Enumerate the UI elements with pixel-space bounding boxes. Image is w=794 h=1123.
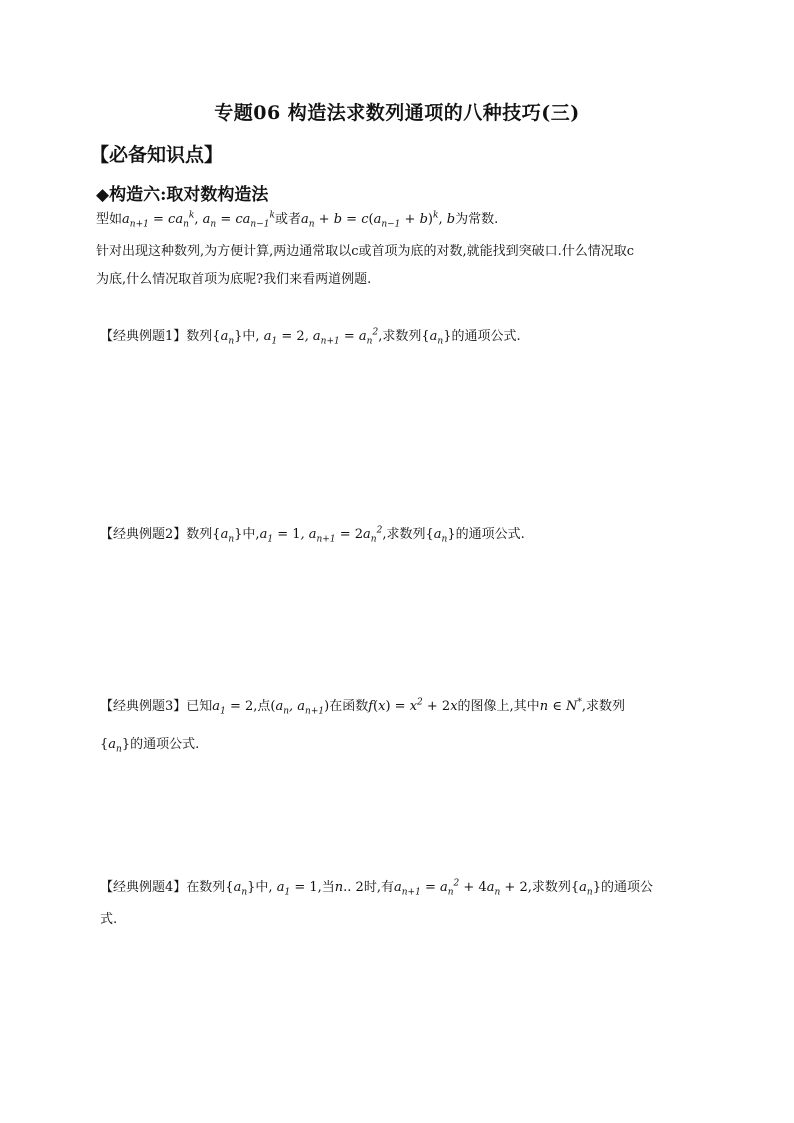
example-1-seq: $\{a_n\}$ <box>212 329 243 347</box>
example-4-condition: n.. 2 <box>334 880 364 895</box>
formula-3: $a_n + b = c(a_{n-1} + b)^k$ <box>300 210 439 230</box>
example-4-line-2 <box>100 908 117 927</box>
intro-line-3: 为底,什么情况取首项为底呢?我们来看两道例题. <box>96 272 372 287</box>
example-1-label: 【经典例题1】 <box>100 329 187 344</box>
example-3-text: ,求数列 <box>581 699 625 714</box>
example-4-text: ,当 <box>317 880 335 895</box>
example-2-formula: $a_1 = 1$, $a_{n+1} = 2a_n^2$ <box>259 525 383 545</box>
example-1-text: 数列 <box>186 329 213 344</box>
example-4-text: ,求数列 <box>527 880 571 895</box>
page-title: 专题06 构造法求数列通项的八种技巧(三) <box>214 102 580 124</box>
example-3-text: 的图像上,其中 <box>457 699 540 714</box>
example-3 <box>100 695 625 717</box>
section-heading: 【必备知识点】 <box>90 144 224 166</box>
formula-1: $a_{n+1} = ca_n^k$ <box>122 210 195 230</box>
intro-or: 或者 <box>274 212 301 227</box>
example-3-text: 已知 <box>186 699 213 714</box>
example-3-text: 的通项公式. <box>130 737 200 752</box>
example-3-text: 在函数 <box>329 699 369 714</box>
example-2-label: 【经典例题2】 <box>100 527 187 542</box>
example-2 <box>100 523 525 545</box>
formula-2: $a_n = ca_{n-1}^k$ <box>202 210 275 230</box>
subsection-heading: ◆构造六:取对数构造法 <box>96 185 269 205</box>
example-2-text: 数列 <box>186 527 213 542</box>
example-4-seq: $\{a_n\}$ <box>570 880 601 898</box>
example-2-seq: $\{a_n\}$ <box>212 527 243 545</box>
example-1-text: 的通项公式. <box>451 329 521 344</box>
example-1-formula: $a_1 = 2$, $a_{n+1} = a_n^2$ <box>263 327 379 347</box>
intro-line-1: 型如$a_{n+1} = ca_n^k$, $a_n = ca_{n-1}^k$或者$a_n + b = c(a_{n-1} + b)^k$, b为常数. <box>96 210 499 230</box>
example-3-text: ,点 <box>253 699 271 714</box>
formula-4: b <box>446 212 456 227</box>
example-2-seq: $\{a_n\}$ <box>425 527 456 545</box>
intro-suffix: 为常数. <box>455 212 499 227</box>
example-3-function: $f(x) = x^2 + 2x$ <box>368 697 458 714</box>
example-3-label: 【经典例题3】 <box>100 699 187 714</box>
example-4 <box>100 876 653 898</box>
example-4-initial: $a_1 = 1$ <box>276 880 318 898</box>
example-3-formula: $a_1 = 2$ <box>212 699 254 717</box>
example-4-text: 时,有 <box>363 880 394 895</box>
example-4-text: 的通项公 <box>600 880 653 895</box>
example-4-label: 【经典例题4】 <box>100 880 187 895</box>
example-1-text: ,求数列 <box>378 329 422 344</box>
example-3-line-2 <box>100 733 199 755</box>
example-2-text: 的通项公式. <box>455 527 525 542</box>
example-4-formula: $a_{n+1} = a_n^2 + 4a_n + 2$ <box>393 878 528 898</box>
intro-line-2: 针对出现这种数列,为方便计算,两边通常取以c或首项为底的对数,就能找到突破口.什么情况取c <box>96 244 635 259</box>
example-4-text: 在数列 <box>186 880 226 895</box>
example-3-seq: $\{a_n\}$ <box>100 737 131 755</box>
example-4-text: 式. <box>100 912 118 927</box>
intro-prefix: 型如 <box>96 212 123 227</box>
example-2-text: ,求数列 <box>382 527 426 542</box>
example-1-text: 中, <box>242 329 260 344</box>
example-1-seq: $\{a_n\}$ <box>421 329 452 347</box>
example-1 <box>100 325 521 347</box>
example-4-seq: $\{a_n\}$ <box>225 880 256 898</box>
example-3-point: ($a_n$, $a_{n+1}$) <box>270 699 330 717</box>
example-3-domain: n ∈ N* <box>539 697 582 714</box>
example-2-text: 中, <box>242 527 260 542</box>
example-4-text: 中, <box>255 880 273 895</box>
